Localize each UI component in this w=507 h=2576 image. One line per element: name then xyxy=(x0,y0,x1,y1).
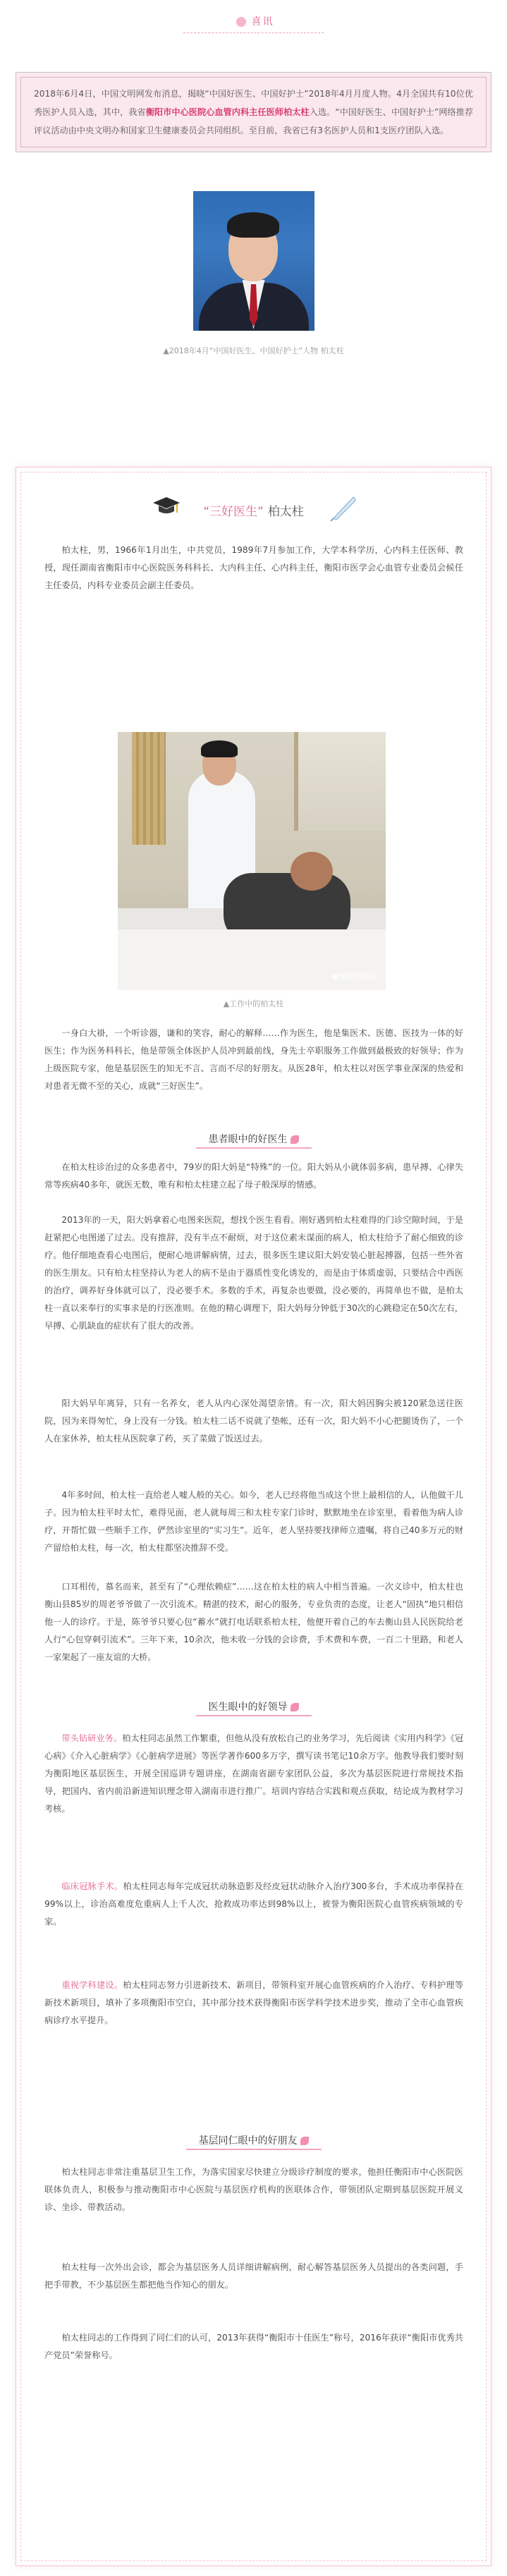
section-heading-2: 医生眼中的好领导 xyxy=(16,1698,491,1716)
intro-highlight: 衡阳市中心医院心血管内科主任医师柏太柱 xyxy=(145,107,310,117)
portrait-caption: ▲2018年4月“中国好医生、中国好护士”人物 柏太柱 xyxy=(163,346,344,355)
header-tag xyxy=(0,0,507,44)
quill-icon xyxy=(329,493,359,523)
portrait-photo xyxy=(193,191,314,331)
profile-card xyxy=(16,467,491,2566)
s1-paragraph: 在柏太柱诊治过的众多患者中，79岁的阳大妈是“特殊”的一位。阳大妈从小就体弱多病，患早搏、心律失常等疾病40多年，就医无数，唯有和柏太柱建立起了母子般深厚的情感。 xyxy=(44,1162,463,1190)
s3-paragraph: 柏太柱每一次外出会诊，都会为基层医务人员详细讲解病例，耐心解答基层医务人员提出的各类问题，手把手带教，不少基层医生都把他当作知心的朋友。 xyxy=(44,2262,463,2290)
header-divider xyxy=(183,32,324,33)
profile-title xyxy=(16,501,491,519)
profile-title-quote: “三好医生” xyxy=(203,505,264,519)
flower-icon xyxy=(233,14,249,30)
s1-paragraph: 阳大妈早年离异，只有一名养女，老人从内心深处渴望亲情。有一次，阳大妈因胸尖被120紧急送往医院，因为来得匆忙，身上没有一分钱。柏太柱二话不说就了垫帐，还有一次，阳大妈不小心把腿烫伤了，一个人在家休养，柏太柱从医院拿了药，买了菜做了饭送过去。 xyxy=(44,1398,463,1443)
summary-paragraph: 一身白大褂，一个听诊器，谦和的笑容，耐心的解释……作为医生，他是集医术、医德、医技为一体的好医生；作为医务科科长，他是带领全体医护人员冲到最前线，身先士卒职服务工作做到最极致的好领导；作为上级医院专家，他是基层医生的知无不言、言而不尽的好朋友。从医28年，柏太柱以对医学事业深深的热爱和对患者无微不至的关心，成就“三好医生”。 xyxy=(44,1028,463,1091)
s2-paragraph: 重视学科建设。柏太柱同志努力引进新技术、新项目，带领科室开展心血管疾病的介入治疗、专科护理等新技术新项目，填补了多项衡阳市空白，其中部分技术获得衡阳市医学科学技术进步奖，推动了全市心血管疾病诊疗水平提升。 xyxy=(44,1980,464,2025)
intro-text: 2018年6月4日，中国文明网发布消息，揭晓“中国好医生、中国好护士”2018年4月月度人物。4月全国共有10位优秀医护人员入选，其中，我省 xyxy=(34,89,473,117)
s1-paragraph: 4年多时间，柏太柱一直给老人嘘人般的关心。如今，老人已经将他当成这个世上最相信的人，认他做干儿子。因为柏太柱平时太忙，难得见面，老人就每周三和太柱专家门诊时，默默地坐在诊室里，看着他为病人诊疗，开帮忙做一些顺手工作，俨然诊室里的“实习生”。近年，老人坚持要找律师立遗嘱，将自己40多万元的财产留给柏太柱，每一次，柏太柱都坚决推辞不受。 xyxy=(44,1490,463,1553)
section-heading-1: 患者眼中的好医生 xyxy=(16,1130,491,1149)
s1-paragraph: 口耳相传，慕名而来，甚至有了“心理依赖症”……这在柏太柱的病人中相当普遍。一次义诊中，柏太柱也衡山县85岁的周老爷爷做了一次引流术。精湛的技术，耐心的服务，专业负责的态度，让老人“固执”地只相信他一人的诊疗。于是，陈爷爷只要心包“蓄水”就打电话联系柏太柱，他便开着自己的车去衡山县人民医院给老人行“心包穿刺引流术”。三年下来，10余次，他未收一分钱的会诊费，手术费和车费，一百二十里路，和老人一家架起了一座友谊的大桥。 xyxy=(44,1582,463,1662)
intro-text-end: 入选。“中国好医生、中国好护士”网络推荐评议活动由中央文明办和国家卫生健康委员会共同组织。至目前，我省已有3名医护人员和1支医疗团队入选。 xyxy=(34,107,474,135)
s1-paragraph: 2013年的一天，阳大妈拿着心电图来医院，想找个医生看看。刚好遇到柏太柱难得的门诊空隙时间，于是赶紧把心电图递了过去。没有推辞，没有半点不耐烦，对于这位素未谋面的病人，柏太柱给予了耐心细致的诊疗。他仔细地查看心电图后，便耐心地讲解病情，过去，很多医生建议阳大妈安装心脏起搏器，包括一些外省的医生朋友。只有柏太柱坚持认为老人的病不是由于器质性变化诱发的，而是由于体质虚弱，只要结合中西医的治疗，调养好身体就可以了，没必要手术。多数的手术，再复杂也要做，没必要的，再简单也不做，是柏太柱一直以来奉行的实事求是的行医准则。在他的精心调理下，阳大妈每分钟低于30次的心跳稳定在50次左右，早搏、心肌缺血的症状有了很大的改善。 xyxy=(44,1215,463,1331)
s3-paragraph: 柏太柱同志的工作得到了同仁们的认可，2013年获得“衡阳市十佳医生”称号，2016年获评“衡阳市优秀共产党员”荣誉称号。 xyxy=(44,2333,463,2360)
work-photo xyxy=(118,732,386,990)
bio-paragraph: 柏太柱，男，1966年1月出生，中共党员，1989年7月参加工作，大学本科学历，心内科主任医师、教授，现任湖南省衡阳市中心医院医务科科长、大内科主任、心内科主任，衡阳市医学会心血管专业委员会候任主任委员，内科专业委员会副主任委员。 xyxy=(44,545,463,590)
photo-caption: ▲工作中的柏太柱 xyxy=(223,999,284,1008)
s2-paragraph: 临床冠脉手术。柏太柱同志每年完成冠状动脉造影及经皮冠状动脉介入治疗300多台，手术成功率保持在99%以上，诊治高难度危重病人上千人次，抢救成功率达到98%以上，被誉为衡阳医院心血管疾病领域的专家。 xyxy=(44,1881,463,1927)
s3-paragraph: 柏太柱同志非常注重基层卫生工作，为落实国家尽快建立分级诊疗制度的要求，他担任衡阳市中心医院医联体负责人，积极参与推动衡阳市中心医院与基层医疗机构的医联体合作，带领团队定期到基层医院开展义诊、坐诊、带教活动。 xyxy=(44,2167,463,2212)
s2-paragraph: 带头钻研业务。柏太柱同志虽然工作繁重，但他从没有放松自己的业务学习，先后阅读《实用内科学》《冠心病》《介入心脏病学》《心脏病学进展》等医学著作600多万字，撰写读书笔记10余万字。他教导我们要时刻为衡阳地区基层医生，开展全国巡讲专题讲座，在湖南省副专家团队公益，多次为基层医院进行常规技术指导，把国内、省内前沿新进知识理念带入湖南市进行推广。培训内容结合实践和观点获取，结论成为教材学习考核。 xyxy=(44,1733,464,1814)
section-heading-3: 基层同仁眼中的好朋友 xyxy=(16,2132,491,2150)
photo-watermark: ●健康微湖南 xyxy=(331,972,377,981)
profile-title-name: 柏太柱 xyxy=(267,505,304,519)
intro-box xyxy=(16,72,491,152)
header-tag-label: 喜讯 xyxy=(251,16,274,28)
